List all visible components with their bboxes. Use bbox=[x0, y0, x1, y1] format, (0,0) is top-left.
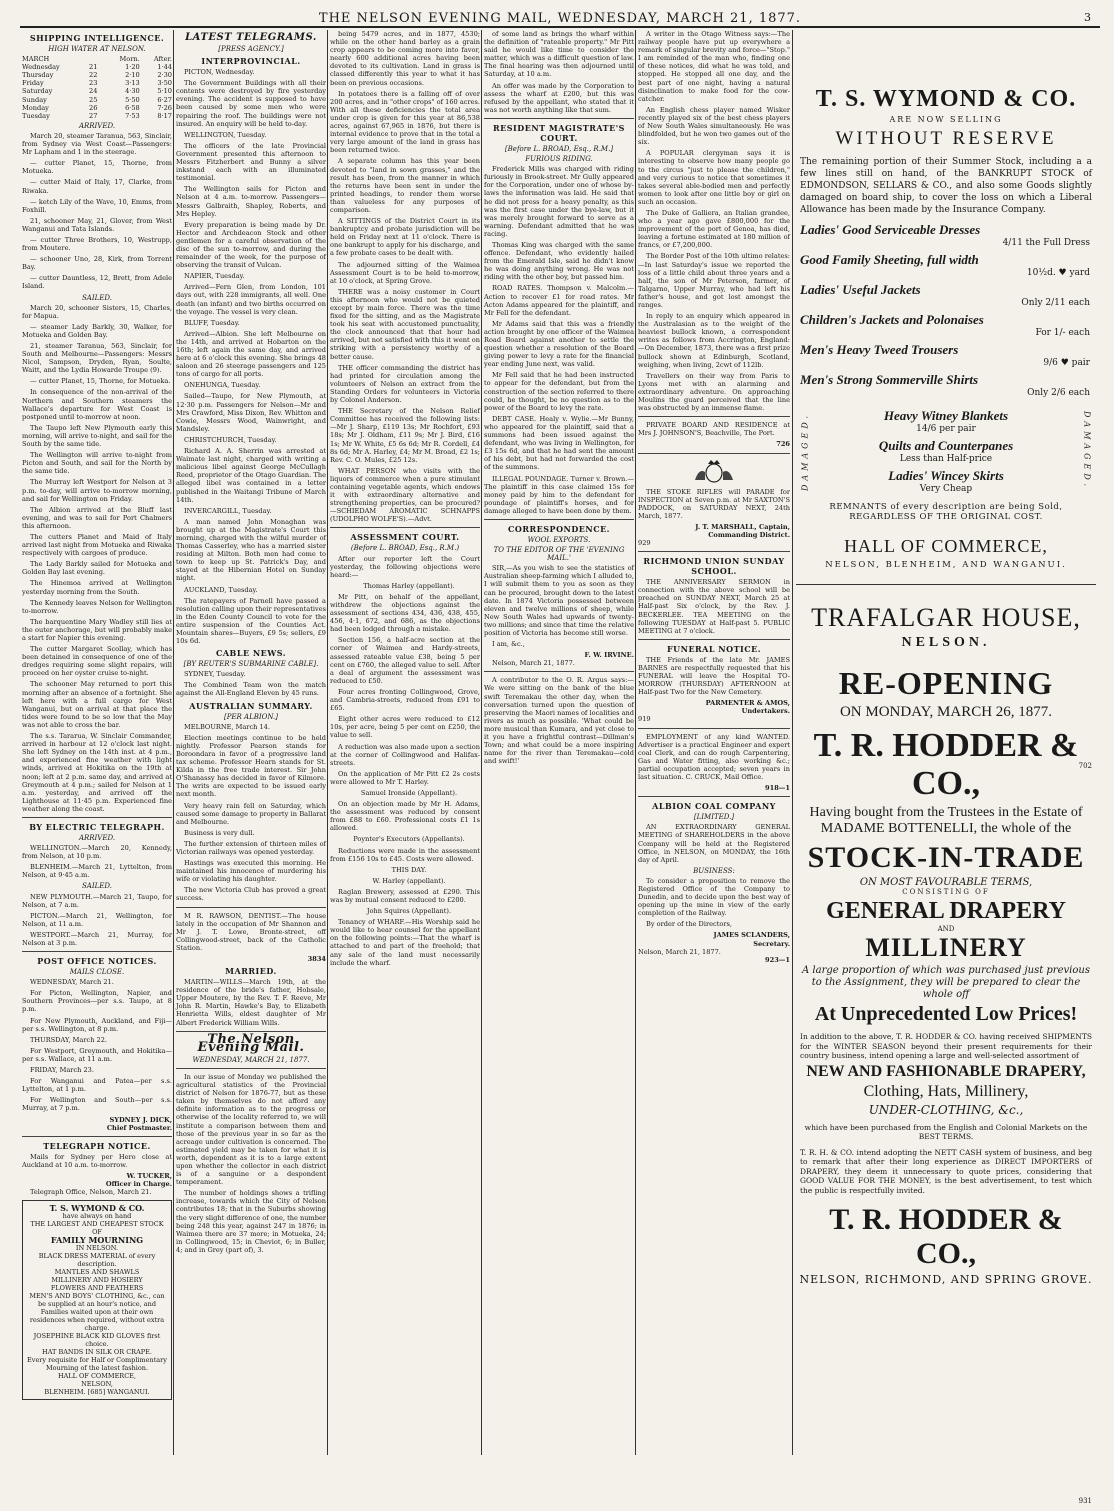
underclothing-line: UNDER-CLOTHING, &c., bbox=[868, 1102, 1024, 1117]
albion-heading: ALBION COAL COMPANY bbox=[652, 801, 776, 812]
wymond-without-reserve: WITHOUT RESERVE bbox=[835, 128, 1057, 149]
mail-item: WEDNESDAY, March 21. bbox=[30, 978, 114, 987]
telegram-para: WELLINGTON, Tuesday. bbox=[184, 130, 267, 139]
press-agency: [PRESS AGENCY.] bbox=[218, 45, 284, 53]
column-rule bbox=[327, 30, 328, 1455]
tide-col-after: After. bbox=[153, 55, 172, 64]
sale-price: 9/6 ♥ pair bbox=[1043, 358, 1090, 368]
damaged-item: Ladies' Wincey Skirts bbox=[888, 468, 1004, 483]
mail-item: For Wellington and South—per s.s. Murray, at 7 p.m. bbox=[22, 1096, 172, 1113]
dentist-ad: M R. RAWSON, DENTIST.—The house lately in the occupation of Mr Shannon and Mr J. T. Lowe, Bronte-street, off Collingwood-street, back of the Catholic Station. bbox=[176, 911, 326, 952]
shipping-para: The Lady Barkly sailed for Motueka and Golden Bay last evening. bbox=[22, 560, 172, 577]
shipping-para: The Hinemoa arrived at Wellington yesterday morning from the South. bbox=[22, 579, 172, 596]
australian-sub: [PER ALBION.] bbox=[223, 712, 279, 721]
australian-para: Business is very dull. bbox=[184, 828, 255, 837]
reopening-date: ON MONDAY, MARCH 26, 1877. bbox=[839, 704, 1053, 720]
arrival-item: — cutter Planet, 15, Thorne, from Motueka. bbox=[22, 159, 172, 176]
assessment-para: Reductions were made in the assessment from £156 10s to £45. Costs were allowed. bbox=[330, 846, 480, 863]
damaged-goods-box bbox=[796, 408, 1096, 494]
shipping-para: In consequence of the non-arrival of the Northern and Southern steamers the Wallace's departure for West Coast is postponed until to-morrow at noon. bbox=[22, 388, 172, 421]
australian-para: The new Victoria Club has proved a great success. bbox=[176, 886, 326, 903]
albion-notice: AN EXTRAORDINARY GENERAL MEETING of SHAREHOLDERS in the above Company will be held at the Registered Office, in NELSON, on MONDAY, the 16th day of April. bbox=[638, 823, 790, 864]
employment-number: 918—1 bbox=[765, 784, 790, 793]
mails-heading: MAILS CLOSE. bbox=[69, 968, 125, 977]
millinery: MILLINERY bbox=[865, 933, 1027, 962]
court-para: ILLEGAL POUNDAGE. Turner v. Brown.—The plaintiff in this case claimed 15s for money paid by him to the defendant for poundage of plaintiff's horses, and for damage alleged to have been done by them. bbox=[484, 474, 634, 515]
post-heading: POST OFFICE NOTICES. bbox=[37, 956, 157, 967]
shipping-para: The Wellington will arrive to-night from Picton and South, and sail for the North by the same tide. bbox=[22, 451, 172, 476]
editorial-para: In our issue of Monday we published the agricultural statistics of the Provincial district of Nelson for 1876-77, but as these taken by themselves do not afford any definite information as to the progress or otherwise of the locality referred to, we will institute a comparison between them and those of the previous year in so far as the acreage under cultivation is concerned. The estimated yield may be taken for what it is worth, dependent as it is to a large extent upon whether the collector in each district is of a sanguine or a despondent temperament. bbox=[176, 1072, 326, 1187]
misc-para: Travellers on their way from Paris to Lyons met with an alarming and extraordinary adventure. On approaching Moulins the guard perceived that the line was obstructed by an immense flame. bbox=[638, 371, 790, 413]
sailed-item: — cutter Planet, 15, Thorne, for Motueka. bbox=[30, 377, 171, 386]
news-para: A contributor to the O. R. Argus says:—We were sitting on the bank of the blue swift Teremakau the other day, when the conversation turned upon the question of preserving the Maori names of localities and rivers as much as possible. 'What could be more musical than Kumara, and yet close to it you have a frightful contrast—Dillman's Town; and what could be a more inspiring name for the river than Teremakau—cold and swift!' bbox=[484, 676, 634, 766]
sale-item: Children's Jackets and Polonaises bbox=[800, 312, 984, 327]
sailed-item: 21, steamer Taranua, 563, Sinclair, for South and Melbourne—Passengers: Messrs Nicol, Sampson, Dryden, Ryan, Soulte, Waitt, and the Lydia Howarde Troupe (9). bbox=[22, 342, 172, 375]
sale-item: Good Family Sheeting, full width bbox=[800, 252, 979, 267]
misc-para: The Border Post of the 10th ultimo relates:—In last Saturday's issue we reported the loss of a little child about three years and a half, the son of Mr Peterson, farmer, of Talgarno, Upper Murray, who had left his father's house, and got lost amongst the ranges. bbox=[638, 252, 790, 309]
hodder-address: NELSON, RICHMOND, AND SPRING GROVE. bbox=[799, 1273, 1093, 1286]
telegram-para: Arrived—Fern Glen, from London, 101 days out, with 228 immigrants, all well. One death (an infant) and two births occurred on the voyage. The vessel is very clean. bbox=[176, 283, 326, 316]
column-shipping bbox=[22, 30, 172, 1455]
column-rule bbox=[792, 30, 793, 1455]
mourning-ad-title: T. S. WYMOND & CO. bbox=[49, 1203, 145, 1214]
damaged-price: Very Cheap bbox=[919, 484, 973, 494]
board-ad-number: 726 bbox=[776, 440, 790, 449]
tide-heading: HIGH WATER AT NELSON. bbox=[48, 45, 146, 53]
assessment-para: A reduction was also made upon a section at the corner of Collingwood and Halifax-streets. bbox=[330, 742, 480, 767]
divider bbox=[638, 416, 790, 417]
tide-header-row bbox=[22, 55, 172, 63]
telegram-para: BLUFF, Tuesday. bbox=[184, 318, 240, 327]
court-para: Mr Adams said that this was a friendly action brought by one officer of the Waimea Road Board against another to settle the question whether a resolution of the Board giving power to levy a rate for the financial year ending June next, was valid. bbox=[484, 319, 634, 369]
albion-date: Nelson, March 21, 1877. bbox=[638, 947, 721, 956]
stock-in-trade: STOCK-IN-TRADE bbox=[807, 841, 1085, 874]
shipping-para: The schooner May returned to port this morning after an absence of a fortnight. She left here with a full cargo for West Wanganui, but on arrival at that place the tides were found to be so low that the May was not able to cross the bar. bbox=[22, 680, 172, 729]
correspondence-sub: WOOL EXPORTS. bbox=[527, 535, 591, 544]
damaged-price: 14/6 per pair bbox=[916, 424, 976, 434]
australian-para: Very heavy rain fell on Saturday, which caused some damage to property in Ballarat and Melbourne. bbox=[176, 801, 326, 826]
sale-price: 10½d. ♥ yard bbox=[1026, 268, 1090, 278]
rm-court-subhead: FURIOUS RIDING. bbox=[525, 155, 593, 164]
telegram-para: AUCKLAND, Tuesday. bbox=[184, 585, 258, 594]
telegram-para: Arrived—Albion. She left Melbourne on the 14th, and arrived at Hobarton on the 16th; left again the same day, and arrived here at 6 o'clock this evening. She brings 48 saloon and 26 steerage passengers and 125 tons of cargo for all ports. bbox=[176, 329, 326, 379]
hodder-title: T. R. HODDER & CO., bbox=[813, 727, 1079, 802]
assessment-sub: (Before L. BROAD, Esq., R.M.) bbox=[350, 544, 460, 553]
sale-item: Men's Strong Sommerville Shirts bbox=[800, 372, 979, 387]
tel-sailed-heading: SAILED. bbox=[82, 882, 112, 891]
telegram-para: Every preparation is being made by Dr. Hector and Archdeacon Stock and other gentlemen for a careful observation of the disc of the sun to-morrow, and during the remainder of the week, for the purpose of observing the transit of Vulcan. bbox=[176, 220, 326, 270]
and-label: AND bbox=[937, 925, 955, 933]
damaged-label-right: DAMAGED. bbox=[1082, 411, 1092, 491]
news-para: A SITTINGS of the District Court in its bankruptcy and probate jurisdiction will be held on Friday next at 11 o'clock. There is one bankrupt to apply for his discharge, and a few probate cases to be dealt with. bbox=[330, 217, 480, 258]
divider bbox=[484, 519, 634, 520]
mail-item: For Wanganui and Patea—per s.s. Lyttelton, at 1 p.m. bbox=[22, 1077, 172, 1094]
mail-item: FRIDAY, March 23. bbox=[30, 1066, 94, 1075]
hall-of-commerce: HALL OF COMMERCE, bbox=[844, 536, 1048, 556]
news-para: A separate column has this year been devoted to "land in sown grasses," and the result has been, from the manner in which the returns have been sent in under the printed headings, to render them worse than valueless for any purposes of comparison. bbox=[330, 157, 480, 214]
consisting-of: CONSISTING OF bbox=[902, 888, 990, 896]
news-para: The adjourned sitting of the Waimea Assessment Court is to be held to-morrow, at 10 o'clock, at Spring Grove. bbox=[330, 260, 480, 285]
assessment-para: Section 156, a half-acre section at the corner of Waimea and Hardy-streets, assessed rateable value £38, being 5 per cent on £760, the alleged value to sell. After a deal of argument the assessment was reduced to £50. bbox=[330, 636, 480, 685]
ad-number: 702 bbox=[1078, 762, 1092, 770]
telegram-para: The Wellington sails for Picton and Nelson at 4 a.m. to-morrow. Passengers—Messrs Galbraith, Shapley, Roberts, and Mrs Hepley. bbox=[176, 185, 326, 218]
damaged-label-left: DAMAGED. bbox=[800, 411, 810, 491]
telegram-para: Sailed—Taupo, for New Plymouth, at 12·30 p.m. Passengers for Nelson—Mr and Mrs Crawford, Miss Dixon, Rev. Whitton and Cowie, Messrs Wood, Wainwright, and Mandsley. bbox=[176, 392, 326, 433]
schnapps-ad: WHAT PERSON who visits with the liquors of commerce when a pure stimulant containing vegetable agents, which endows it with extraordinary alternative and strengthening properties, can be procured?—SCHIEDAM AROMATIC SCHNAPPS (UDOLPHO WOLFE'S).—Advt. bbox=[330, 466, 480, 524]
divider bbox=[638, 728, 790, 729]
tide-col-morn: Morn. bbox=[119, 55, 140, 64]
rm-court-heading: RESIDENT MAGISTRATE'S COURT. bbox=[493, 122, 625, 143]
hall-locations: NELSON, BLENHEIM, AND WANGANUI. bbox=[825, 560, 1067, 570]
married-heading: MARRIED. bbox=[225, 966, 277, 977]
large-proportion-text: A large proportion of which was purchased just previous to the Assignment, they will be prepared to clear the whole off bbox=[802, 965, 1090, 1000]
albion-signature: JAMES SCLANDERS, bbox=[713, 931, 790, 940]
assessment-heading: ASSESSMENT COURT. bbox=[350, 532, 460, 543]
telegram-para: The Government Buildings with all their contents were destroyed by fire yesterday evening. The accident is supposed to have been caused by some men who were repairing the roof. The buildings were not insured. An enquiry will be held to-day. bbox=[176, 79, 326, 128]
news-para: THERE was a noisy customer in Court this afternoon who would not be quieted except by main force. There was the time fixed for the sitting, and as the Magistrate took his seat with accustomed punctuality, the clock announced that that hour had arrived, but not satisfied with this it went on striking with a persistency worthy of a better cause. bbox=[330, 287, 480, 361]
sale-item: Ladies' Useful Jackets bbox=[800, 282, 921, 297]
column-misc bbox=[638, 30, 790, 1455]
cable-para: The Combined Team won the match against the All-England Eleven by 45 runs. bbox=[176, 681, 326, 698]
australian-para: The further extension of thirteen miles of Victorian railways was opened yesterday. bbox=[176, 839, 326, 856]
telegraph-notice: Mails for Sydney per Hero close at Auckland at 10 a.m. to-morrow. bbox=[22, 1152, 172, 1169]
assessment-subhead: THIS DAY. bbox=[391, 865, 427, 874]
assessment-para: Raglan Brewery, assessed at £290. This was by mutual consent reduced to £200. bbox=[330, 887, 480, 904]
shipping-para: The barquentine Mary Wadley still lies at the outer anchorage, but will probably make a start for Napier this evening. bbox=[22, 617, 172, 642]
shipping-para: The s.s. Tararua, W. Sinclair Commander, arrived in harbour at 12 o'clock last night. She left Sydney on the 14th inst. at 4 p.m., and experienced fine weather with light winds, arrived at Hokitika on the 19th at noon; left at 2 p.m. same day, and arrived at Greymouth at 4 p.m.; sailed for Nelson at 1 a.m. yesterday, and arrived off the Lighthouse at 11·45 p.m. Experienced fine weather along the coast. bbox=[22, 732, 172, 813]
correspondence-heading: CORRESPONDENCE. bbox=[508, 523, 610, 534]
divider bbox=[484, 118, 634, 119]
tel-sailed: NEW PLYMOUTH.—March 21, Taupo, for Nelson, at 7 a.m. bbox=[22, 892, 172, 909]
arrival-item: — schooner Uno, 28, Kirk, from Torrent Bay. bbox=[22, 255, 172, 272]
masthead-title: THE NELSON EVENING MAIL, WEDNESDAY, MARCH 21, 1877. bbox=[318, 11, 802, 26]
employment-ad: EMPLOYMENT of any kind WANTED. Advertiser is a practical Engineer and expert coal Clerk, and can do rough Carpentering, Gas and Water fitting, also working &c.; partial occupation accepted; seven years in last situation. C. CRUCK, Mail Office. bbox=[638, 732, 790, 782]
news-para: In potatoes there is a falling off of over 200 acres, and in "other crops" of 160 acres. With all these deficiencies the total area under crop is given for this year at 86,538 acres, against 67,965 in 1876, but there is internal evidence to prove that in the total a very large amount of the land in grass has been returned twice. bbox=[330, 89, 480, 155]
correspondence-date: Nelson, March 21, 1877. bbox=[492, 659, 575, 668]
markets-text: which have been purchased from the English and Colonial Markets on the BEST TERMS. bbox=[804, 1122, 1088, 1141]
divider bbox=[638, 796, 790, 797]
divider bbox=[176, 907, 326, 908]
news-para: THE Secretary of the Nelson Relief Committee has received the following lists:—Mr J. Sharp, £119 13s; Mr Rochfort, £93 18s; Mr J. Oldham, £11 9s; Mr J. Bird, £16 1s; Mr W. White, £5 6s 6d; Mr R. Cordell, £4 8s 6d; Mr A. Harley, £4; Mr M. Broad, £2 1s; Rev. C. O. Mules, £25 12s. bbox=[330, 407, 480, 464]
telegraph-signature: W. TUCKER, bbox=[126, 1171, 172, 1180]
telegram-para: A man named John Monaghan was brought up at the Magistrate's Court this morning, charged with the wilful murder of Thomas Casserley, who has a married sister residing at Milton. Both men had come to town to keep up St. Patrick's Day, and stayed at the Hibernian Hotel on Sunday night. bbox=[176, 517, 326, 583]
tide-table bbox=[22, 55, 172, 120]
shipping-para: The Murray left Westport for Nelson at 3 p.m. to-day, will arrive to-morrow morning, and sail for Wellington on Friday. bbox=[22, 478, 172, 503]
nett-cash-text: T. R. H. & CO. intend adopting the NETT CASH system of business, and beg to remark that after their long experience as DIRECT IMPORTERS of DRAPERY, they deem it unnecessary to quote prices, considering that GOOD VALUE FOR THE MONEY, is the best advertisement, to test which the public is respectfully invited. bbox=[800, 1147, 1092, 1195]
assessment-para: Eight other acres were reduced to £12 10s, per acre, being 5 per cent on £250, the value to sell. bbox=[330, 715, 480, 740]
shipping-para: The cutters Planet and Maid of Italy arrived last night from Motueka and Riwaka respectively with cargoes of produce. bbox=[22, 532, 172, 558]
shipping-para: The Albion arrived at the Bluff last evening, and was to sail for Port Chalmers this afternoon. bbox=[22, 505, 172, 530]
court-para: Frederick Mills was charged with riding furiously in Brook-street. Mr Gully appeared for the Corporation, under one of whose by-laws the information was laid. He said that he did not press for a heavy penalty, as this was the first case under the bye-law, but it was merely brought forward to serve as a warning. Defendant admitted that he was racing. bbox=[484, 165, 634, 238]
tide-row: Sunday 25 5·50 6·27 bbox=[22, 95, 172, 104]
sailed-item: — steamer Lady Barkly, 30, Walker, for Motueka and Golden Bay. bbox=[22, 322, 172, 339]
damaged-item: Heavy Witney Blankets bbox=[883, 408, 1009, 423]
albion-business: To consider a proposition to remove the Registered Office of the Company to Dunedin, and to decide upon the best way of opening up the mine in view of the early completion of the Railway. bbox=[638, 876, 790, 918]
assessment-para: On an objection made by Mr H. Adams, the assessment was reduced by consent from £88 to £60. Professional costs £1 1s allowed. bbox=[330, 800, 480, 833]
misc-para: In reply to an enquiry which appeared in the Australasian as to the weight of the heaviest bullock known, a correspondent writes as follows from Accrington, England:—On December, 1873, there was a first prize bullock shown at Edinburgh, Scotland, weighing, when living, 2cwt of 112lb. bbox=[638, 312, 790, 369]
new-drapery: NEW AND FASHIONABLE DRAPERY, bbox=[806, 1062, 1086, 1080]
sunday-school-heading: RICHMOND UNION SUNDAY SCHOOL. bbox=[643, 556, 785, 577]
divider bbox=[484, 671, 634, 672]
arrival-item: 21, schooner May, 21, Glover, from West Wanganui and Tata Islands. bbox=[22, 216, 172, 233]
assessment-case: Poynter's Executors (Appellants). bbox=[353, 835, 465, 844]
court-para: ROAD RATES. Thompson v. Malcolm.—Action to recover £1 for road rates. Mr Acton Adams appeared for the plaintiff, and Mr Fell for the defendant. bbox=[484, 284, 634, 317]
assessment-case: John Squires (Appellant). bbox=[366, 907, 452, 916]
correspondence-para: SIR,—As you wish to see the statistics of Australian sheep-farming which I alluded to, I will submit them to you as soon as they can be procured, brought down to the latest date. In 1874 Victoria possessed between eleven and twelve millions of sheep, while New South Wales had upwards of twenty-two millions; and since that time the relative position of Victoria has become still worse. bbox=[484, 564, 634, 637]
news-intro: being 5479 acres, and in 1877, 4530; while on the other hand barley as a grain crop appears to be coming more into favor, nearly 600 additional acres having been devoted to its cultivation. Land in grass is classed differently this year to what it has been on previous occasions. bbox=[330, 30, 480, 87]
reopening-title: RE-OPENING bbox=[838, 665, 1054, 701]
telegraph-notice-heading: TELEGRAPH NOTICE. bbox=[43, 1140, 151, 1151]
advertisement-column bbox=[796, 30, 1096, 1505]
sale-item: Men's Heavy Tweed Trousers bbox=[800, 342, 959, 357]
funeral-signature: PARMENTER & AMOS, bbox=[705, 699, 790, 708]
sale-price: Only 2/11 each bbox=[1021, 298, 1090, 308]
court-para: Thomas King was charged with the same offence. Defendant, who evidently hailed from the Emerald Isle, said he didn't know he was doing anything wrong. He was not riding with the other boy, but passed him. bbox=[484, 240, 634, 282]
hodder-footer-title: T. R. HODDER & CO., bbox=[829, 1203, 1063, 1270]
interprovincial-heading: INTERPROVINCIAL. bbox=[201, 56, 301, 67]
divider bbox=[638, 453, 790, 454]
trafalgar-title: TRAFALGAR HOUSE, bbox=[811, 603, 1081, 632]
funeral-heading: FUNERAL NOTICE. bbox=[666, 643, 762, 654]
court-para: Mr Fell said that he had been instructed to appear for the defendant, but from the construction of the section referred to there could, he thought, be no question as to the power of the Board to levy the rate. bbox=[484, 371, 634, 412]
court-intro: An offer was made by the Corporation to assess the wharf at £200, but this was refused by the appellant, who stated that it was not worth anything like that sum. bbox=[484, 81, 634, 114]
divider bbox=[330, 527, 480, 528]
divider bbox=[176, 1068, 326, 1069]
tel-arrival: WELLINGTON.—March 20, Kennedy, from Nelson, at 10 p.m. bbox=[22, 844, 172, 861]
arrival-item: — cutter Dauntless, 12, Brett, from Adele Island. bbox=[22, 274, 172, 291]
sale-price: For 1/- each bbox=[1035, 328, 1090, 338]
low-prices: At Unprecedented Low Prices! bbox=[814, 1003, 1078, 1025]
shipping-para: The cutter Margaret Scollay, which has been detained in consequence of one of the dredges requiring some slight repairs, will proceed on her oyster cruise to-night. bbox=[22, 645, 172, 678]
tide-row: Monday 26 6·58 7·26 bbox=[22, 103, 172, 112]
wymond-sub: ARE NOW SELLING bbox=[889, 115, 1003, 124]
misc-para: The Duke of Galliera, an Italian grandee, who a year ago gave £800,000 for the improvement of the port of Genoa, has died, leaving a fortune estimated at 180 million of francs, or £7,200,000. bbox=[638, 208, 790, 250]
albion-signature-title: Secretary. bbox=[753, 939, 790, 948]
misc-para: A POPULAR clergyman says it is interesting to observe how many people go to the circus "just to please the children," and very curious to notice that sometimes it takes several able-bodied men and perfectly women to look after one little boy or girl on such an occasion. bbox=[638, 149, 790, 206]
damaged-item: Quilts and Counterpanes bbox=[878, 438, 1014, 453]
tel-sailed: WESTPORT.—March 21, Murray, for Nelson at 3 p.m. bbox=[22, 930, 172, 947]
correspondence-para: I am, &c., bbox=[492, 640, 525, 649]
sale-price: 4/11 the Full Dress bbox=[1002, 238, 1090, 248]
assessment-para: Mr Pitt, on behalf of the appellant, withdrew the objections against the assessment of sections 434, 436, 438, 455, 456, 4·1, 672, and 686, as the objections had been lodged through a mistake. bbox=[330, 592, 480, 634]
divider bbox=[796, 584, 1096, 585]
divider bbox=[638, 551, 790, 552]
arrival-item: March 20, steamer Taranua, 563, Sinclair, from Sydney via West Coast—Passengers: Mr Lapham and 1 in the steerage. bbox=[22, 131, 172, 157]
column-telegrams bbox=[176, 30, 326, 1455]
addition-text: In addition to the above, T. R. HODDER & CO. having received SHIPMENTS for the WINTER SEASON beyond their present requirements for their country business, intend opening a large and well-selected assortment of bbox=[800, 1032, 1092, 1060]
divider bbox=[22, 817, 172, 818]
cable-sub: [BY REUTER'S SUBMARINE CABLE]. bbox=[183, 660, 319, 669]
funeral-notice: THE Friends of the late Mr. JAMES BARNES are respectfully requested that his FUNERAL will leave the Hospital TO-MORROW (THURSDAY) AFTERNOON at Half-past Two for the New Cemetery. bbox=[638, 655, 790, 697]
arrival-item: — ketch Lily of the Wave, 10, Emms, from Foxhill. bbox=[22, 197, 172, 214]
general-drapery: GENERAL DRAPERY bbox=[826, 898, 1066, 924]
rm-court-sub: [Before L. BROAD, Esq., R.M.] bbox=[504, 144, 614, 153]
telegram-para: NAPIER, Tuesday. bbox=[184, 272, 245, 281]
telegraph-signature-title: Officer in Charge. bbox=[105, 1179, 172, 1188]
sailed-item: March 20, schooner Sisters, 15, Charles, for Mapua. bbox=[22, 303, 172, 320]
telegrams-heading: LATEST TELEGRAMS. bbox=[185, 32, 317, 43]
tide-row: Friday 23 3·13 3·50 bbox=[22, 79, 172, 88]
funeral-signature-title: Undertakers. bbox=[741, 707, 790, 716]
hodder-bought: Having bought from the Trustees in the Estate of MADAME BOTTENELLI, the whole of the bbox=[809, 805, 1083, 836]
rifles-signature-title: Commanding District. bbox=[708, 530, 790, 539]
remnants-text: REMNANTS of every description are being Sold, REGARDLESS OF THE ORIGINAL COST. bbox=[829, 502, 1063, 522]
editorial-para: The number of holdings shows a trifling increase, towards which the City of Nelson contributes 18; that in the Suburbs showing the very slight difference of one, the number being 248 this year, against 247 in 1876; in Waimea there are 37 more; in Motueka, 24; in Collingwood, 15; in Cheviot, 6; in Buller, 4; and in Grey (part of), 3. bbox=[176, 1189, 326, 1254]
column-news bbox=[330, 30, 480, 1455]
assessment-para: Four acres fronting Collingwood, Grove, and Cambria-streets, reduced from £91 to £65. bbox=[330, 687, 480, 713]
arrival-item: — cutter Maid of Italy, 17, Clarke, from Riwaka. bbox=[22, 178, 172, 195]
sale-price: Only 2/6 each bbox=[1027, 388, 1090, 398]
assessment-case: W. Harley (appellant). bbox=[372, 876, 446, 885]
cable-para: SYDNEY, Tuesday. bbox=[184, 670, 246, 679]
clothing-line: Clothing, Hats, Millinery, bbox=[863, 1082, 1029, 1100]
column-rule bbox=[635, 30, 636, 1455]
shipping-para: The Kennedy leaves Nelson for Wellington to-morrow. bbox=[22, 598, 172, 615]
rifles-number: 929 bbox=[638, 539, 651, 548]
shipping-para: The Taupo left New Plymouth early this morning, will arrive to-night, and sail for the South by the same tide. bbox=[22, 423, 172, 449]
column-court bbox=[484, 30, 634, 1455]
albion-by-order: By order of the Directors, bbox=[646, 920, 732, 929]
mourning-ad: T. S. WYMOND & CO. have always on hand THE LARGEST AND CHEAPEST STOCK OF FAMILY MOURNING IN NELSON. BLACK DRESS MATERIAL of every description. MANTLES AND SHAWLS MILLINERY AND HOSIERY FLOWERS AND FEATHERS MEN'S AND BOYS' CLOTHING, &c., can be supplied at an hour's notice, and Families waited upon at their own residences when required, without extra charge. JOSEPHINE BLACK KID GLOVES first choice. HAT BANDS IN SILK OR CRAPE. Every requisite for Half or Complimentary Mourning of the latest fashion. HALL OF COMMERCE, NELSON, BLENHEIM. [685] WANGANUI. bbox=[22, 1200, 172, 1400]
telegram-para: The officers of the late Provincial Government presented this afternoon to Messrs Fitzherbert and Bunny a silver inkstand each with an illuminated testimonial. bbox=[176, 141, 326, 183]
telegram-para: CHRISTCHURCH, Tuesday. bbox=[184, 435, 277, 444]
wymond-body: The remaining portion of their Summer Stock, including a a few lines still on hand, of the BANKRUPT STOCK of EDMONDSON, SELLARS & CO., and also some Goods slightly damaged on board ship, to cover the loss on which a Liberal Allowance has been made by the Insurance Company. bbox=[800, 157, 1092, 215]
shipping-heading: SHIPPING INTELLIGENCE. bbox=[29, 33, 165, 43]
telegraph-heading: BY ELECTRIC TELEGRAPH. bbox=[29, 821, 165, 832]
divider bbox=[22, 1136, 172, 1137]
arrival-item: — cutter Three Brothers, 10, Westrupp, from Moutere. bbox=[22, 235, 172, 253]
rifles-signature: J. T. MARSHALL, Captain, bbox=[695, 522, 790, 531]
trafalgar-nelson: NELSON. bbox=[901, 635, 991, 650]
australian-heading: AUSTRALIAN SUMMARY. bbox=[189, 700, 313, 711]
tide-col-month: MARCH bbox=[22, 55, 50, 64]
column-rule bbox=[481, 30, 482, 1455]
post-signature: SYDNEY J. DICK, bbox=[109, 1115, 172, 1124]
dentist-ad-number: 3834 bbox=[307, 955, 326, 963]
tide-row: Wednesday 21 1·20 1·44 bbox=[22, 63, 172, 72]
tide-row: Tuesday 27 7·53 8·17 bbox=[22, 111, 172, 120]
page-number: 3 bbox=[1084, 11, 1092, 24]
telegram-para: INVERCARGILL, Tuesday. bbox=[184, 506, 272, 515]
damaged-price: Less than Half-price bbox=[899, 454, 993, 464]
australian-para: Hastings was executed this morning. He maintained his innocence of murdering his wife or violating his daughter. bbox=[176, 859, 326, 884]
ad-number: 931 bbox=[1078, 1497, 1092, 1505]
telegram-para: Richard A. A. Sherrin was arrested at Waimate last night, charged with writing a malicious libel against George McCullagh Reed, proprietor of the Otago Guardian. The alleged libel was contained in a letter published in the Waitangi Tribune of March 14th. bbox=[176, 447, 326, 504]
news-para: THE officer commanding the district has had printed for circulation among the volunteers of Nelson an extract from the Standing Orders for volunteers in Victoria by Colonel Anderson. bbox=[330, 363, 480, 405]
telegram-para: The ratepayers of Parnell have passed a resolution calling upon their representatives in the Eden County Council to vote for the entire suspension of the Counties Act. Mountain shares—Buyers, £9 5s; sellers, £9 10s 6d. bbox=[176, 596, 326, 646]
telegram-para: ONEHUNGA, Tuesday. bbox=[184, 381, 261, 390]
paper-date: WEDNESDAY, MARCH 21, 1877. bbox=[192, 1055, 310, 1064]
funeral-number: 919 bbox=[638, 715, 651, 724]
australian-para: MELBOURNE, March 14. bbox=[184, 722, 270, 731]
telegram-para: PICTON, Wednesday. bbox=[184, 68, 255, 77]
rifles-notice: THE STOKE RIFLES will PARADE for INSPECTION at Seven p.m. at Mr SAXTON'S PADDOCK, on SATURDAY NEXT, 24th March, 1877. bbox=[638, 487, 790, 520]
favourable-terms: ON MOST FAVOURABLE TERMS, bbox=[859, 877, 1033, 888]
misc-para: An English chess player named Wisker recently played six of the best chess players of New South Wales simultaneously. He was blindfolded, but he won two games out of the six. bbox=[638, 105, 790, 147]
assessment-para: After our reporter left the Court yesterday, the following objections were heard:— bbox=[330, 554, 480, 579]
albion-sub: [LIMITED.] bbox=[693, 813, 735, 822]
albion-number: 923—1 bbox=[765, 955, 790, 964]
masthead bbox=[20, 4, 1100, 28]
sailed-heading: SAILED. bbox=[82, 293, 112, 302]
telegraph-date: Telegraph Office, Nelson, March 21. bbox=[30, 1188, 152, 1197]
correspondence-signature: F. W. IRVINE. bbox=[584, 651, 634, 660]
assessment-case: Samuel Ironside (Appellant). bbox=[360, 788, 458, 797]
post-signature-title: Chief Postmaster. bbox=[106, 1123, 172, 1132]
tel-arrival: BLENHEIM.—March 21, Lyttelton, from Nelson, at 9·45 a.m. bbox=[22, 863, 172, 880]
sunday-school-notice: THE ANNIVERSARY SERMON in connection with the above school will be preached on SUNDAY NEXT, March 25 at Half-past Six o'clock, by the Rev. J. BECKERLEE. TEA MEETING on the following TUESDAY at Half-past 5. PUBLIC MEETING at 7 o'clock. bbox=[638, 578, 790, 635]
australian-para: Election meetings continue to be held nightly. Professor Pearson stands for Boroondara in favor of a progressive land tax scheme. Professor Hearn stands for St. Kilda in the free trade interest. Sir John O'Shanassy has decided in favor of Kilmore. The writs are expected to be issued early next month. bbox=[176, 733, 326, 799]
arrived-heading: ARRIVED. bbox=[78, 121, 116, 130]
mail-item: THURSDAY, March 22. bbox=[30, 1035, 108, 1044]
misc-para: A writer in the Otago Witness says:—The railway people have put up everywhere a remark of singular brevity and force—"Stop." I am reminded of the man who, finding one of these notices, did what he was told, and stopped. He stopped all one day, and the best part of one night, having a natural disinclination to make food for the cow-catcher. bbox=[638, 30, 790, 103]
royal-arms-icon bbox=[638, 458, 790, 484]
tel-sailed: PICTON.—March 21, Wellington, for Nelson, at 11 a.m. bbox=[22, 911, 172, 928]
married-notice: MARTIN—WILLS—March 19th, at the residence of the bride's father, Hobsale, Upper Moutere, by the Rev. T. F. Reeve, Mr John R. Martin, Hawke's Bay, to Elizabeth Henrietta Wills, eldest daughter of Mr Albert Frederick William Wills. bbox=[176, 978, 326, 1027]
sale-item: Ladies' Good Serviceable Dresses bbox=[800, 222, 981, 237]
cable-heading: CABLE NEWS. bbox=[215, 648, 286, 659]
assessment-case: Thomas Harley (appellant). bbox=[363, 581, 455, 590]
assessment-para: On the application of Mr Pitt £2 2s costs were allowed to Mr T. Harley. bbox=[330, 769, 480, 786]
albion-business-heading: BUSINESS: bbox=[693, 866, 735, 875]
board-ad: PRIVATE BOARD AND RESIDENCE at Mrs J. JOHNSON'S, Beachville, The Port. bbox=[638, 421, 790, 438]
mail-item: For Westport, Greymouth, and Hokitika—per s.s. Wallace, at 11 a.m. bbox=[22, 1046, 172, 1063]
court-intro: of some land as brings the wharf within the definition of "rateable property." Mr Pitt said he would like time to consider the matter, which was a difficult question of law. The final hearing was then adjourned until Saturday, at 10 a.m. bbox=[484, 30, 634, 79]
wymond-title: T. S. WYMOND & CO. bbox=[815, 86, 1077, 112]
paper-nameplate: The Nelson Evening Mail. bbox=[197, 1031, 305, 1055]
court-para: DEBT CASE. Healy v. Wylie.—Mr Bunny, who appeared for the plaintiff, said that a summons had been issued against the defendant, who was living in Wellington, for £3 15s 6d, and that he had sent the amount of his debt, but had not forwarded the cost of the summons. bbox=[484, 414, 634, 472]
mail-item: For New Plymouth, Auckland, and Fiji—per s.s. Wellington, at 8 p.m. bbox=[22, 1016, 172, 1033]
column-rule bbox=[173, 30, 174, 1455]
assessment-para: Tenancy of WHARF.—His Worship said he would like to hear counsel for the appellant on the following points:—That the wharf is attached to and part of the freehold; that any sale of the land must necessarily include the wharf. bbox=[330, 918, 480, 967]
tide-row: Saturday 24 4·30 5·10 bbox=[22, 87, 172, 96]
divider bbox=[638, 639, 790, 640]
correspondence-sub2: TO THE EDITOR OF THE 'EVENING MAIL.' bbox=[493, 546, 625, 563]
tide-row: Thursday 22 2·10 2·30 bbox=[22, 71, 172, 80]
mail-item: For Picton, Wellington, Napier, and Southern Provinces—per s.s. Taupo, at 8 p.m. bbox=[22, 989, 172, 1014]
divider bbox=[22, 951, 172, 952]
tel-arrived-heading: ARRIVED. bbox=[78, 833, 116, 842]
